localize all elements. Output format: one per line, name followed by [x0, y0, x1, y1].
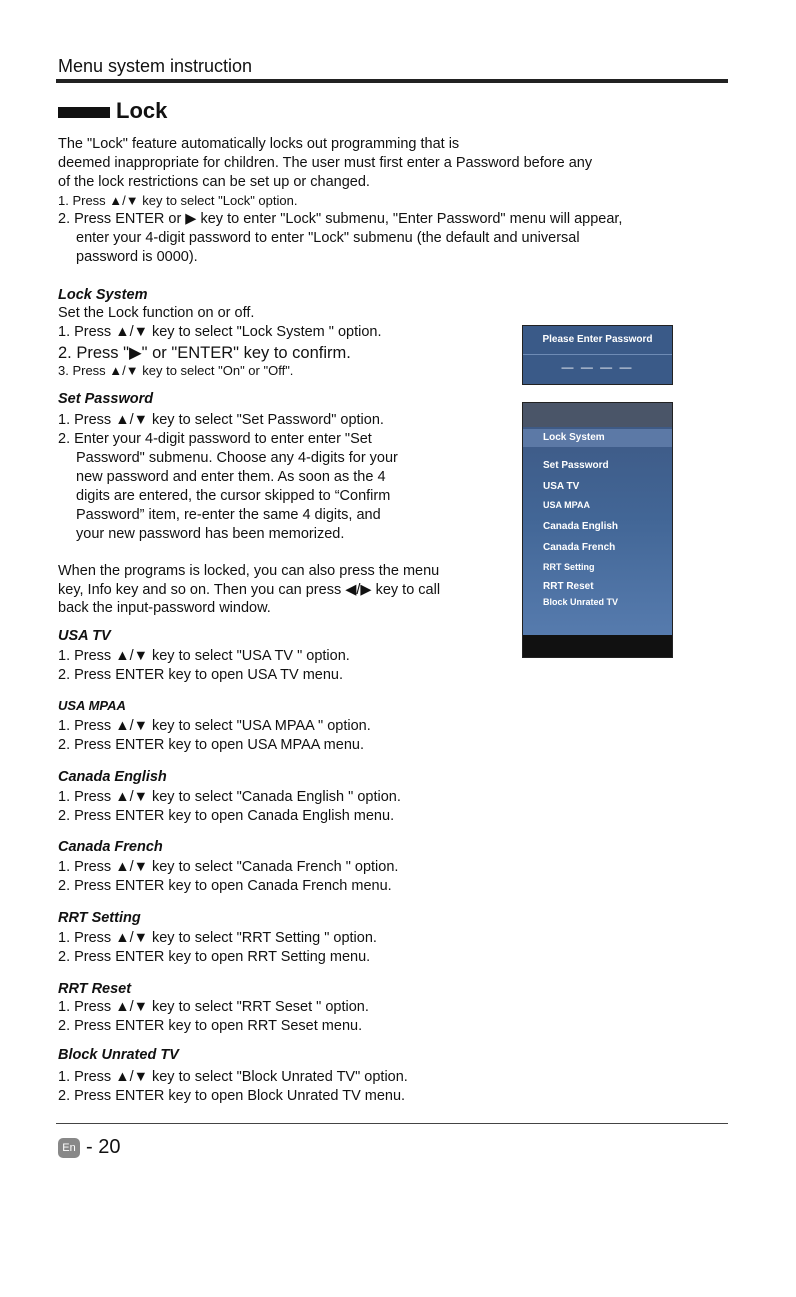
intro-line: deemed inappropriate for children. The user must first enter a Password before any	[58, 155, 593, 171]
lock-menu-item: Set Password	[543, 460, 609, 471]
intro-line: The "Lock" feature automatically locks out programming that is	[58, 136, 460, 152]
canada-french-line: 2. Press ENTER key to open Canada French menu.	[58, 878, 392, 894]
block-unrated-tv-line: 2. Press ENTER key to open Block Unrated TV menu.	[58, 1088, 406, 1104]
set-password-line: digits are entered, the cursor skipped to “Confirm	[76, 488, 391, 504]
block-unrated-tv-heading: Block Unrated TV	[58, 1047, 179, 1063]
password-screen-divider	[523, 354, 672, 355]
rrt-reset-line: 2. Press ENTER key to open RRT Seset menu.	[58, 1018, 363, 1034]
block-unrated-tv-line: 1. Press ▲/▼ key to select "Block Unrated TV" option.	[58, 1069, 408, 1085]
set-password-note: back the input-password window.	[58, 600, 271, 616]
rrt-setting-line: 2. Press ENTER key to open RRT Setting menu.	[58, 949, 371, 965]
lock-menu-item: Canada English	[543, 521, 619, 532]
lock-menu-screen	[522, 402, 673, 658]
password-screen	[522, 325, 673, 385]
usa-mpaa-line: 2. Press ENTER key to open USA MPAA menu.	[58, 737, 364, 753]
lock-menu-item: Canada French	[543, 542, 616, 553]
set-password-line: 2. Enter your 4-digit password to enter enter "Set	[58, 431, 372, 447]
canada-english-heading: Canada English	[58, 769, 167, 785]
lock-menu-item: Lock System	[543, 432, 605, 443]
usa-tv-line: 2. Press ENTER key to open USA TV menu.	[58, 667, 344, 683]
password-screen-title: Please Enter Password	[542, 334, 653, 345]
lock-menu-item: USA MPAA	[543, 500, 590, 510]
lock-system-heading: Lock System	[58, 287, 148, 303]
lock-menu-item: RRT Setting	[543, 562, 595, 572]
canada-english-line: 2. Press ENTER key to open Canada English menu.	[58, 808, 395, 824]
section-title: Lock	[116, 98, 168, 123]
set-password-note: key, Info key and so on. Then you can press ◀/▶ key to call	[58, 582, 441, 598]
lock-menu-footer	[523, 635, 672, 657]
intro-line: of the lock restrictions can be set up or changed.	[58, 174, 370, 190]
usa-mpaa-heading: USA MPAA	[58, 698, 126, 713]
rrt-setting-line: 1. Press ▲/▼ key to select "RRT Setting " option.	[58, 930, 377, 946]
language-badge: En	[58, 1138, 80, 1158]
rrt-reset-heading: RRT Reset	[58, 981, 132, 997]
lock-system-line: 1. Press ▲/▼ key to select "Lock System " option.	[58, 324, 382, 340]
canada-french-heading: Canada French	[58, 839, 163, 855]
set-password-line: new password and enter them. As soon as the 4	[76, 469, 386, 485]
usa-mpaa-line: 1. Press ▲/▼ key to select "USA MPAA " option.	[58, 718, 371, 734]
password-screen-dashes: — — — —	[561, 360, 634, 374]
intro-step: 2. Press ENTER or ▶ key to enter "Lock" submenu, "Enter Password" menu will appear,	[58, 211, 623, 227]
set-password-line: your new password has been memorized.	[76, 526, 345, 542]
header-rule	[56, 79, 728, 83]
canada-french-line: 1. Press ▲/▼ key to select "Canada French " option.	[58, 859, 399, 875]
lock-menu-item: RRT Reset	[543, 581, 594, 592]
lock-system-line: Set the Lock function on or off.	[58, 305, 255, 321]
page-header-title: Menu system instruction	[58, 56, 253, 76]
canada-english-line: 1. Press ▲/▼ key to select "Canada English " option.	[58, 789, 401, 805]
set-password-line: 1. Press ▲/▼ key to select "Set Password" option.	[58, 412, 384, 428]
lock-system-line: 3. Press ▲/▼ key to select "On" or "Off".	[58, 363, 294, 378]
section-bar	[58, 107, 110, 118]
set-password-heading: Set Password	[58, 391, 154, 407]
usa-tv-line: 1. Press ▲/▼ key to select "USA TV " option.	[58, 648, 350, 664]
lock-system-line: 2. Press "▶" or "ENTER" key to confirm.	[58, 344, 351, 362]
set-password-line: Password" submenu. Choose any 4-digits for your	[76, 450, 398, 466]
set-password-note: When the programs is locked, you can also press the menu	[58, 563, 440, 579]
rrt-reset-line: 1. Press ▲/▼ key to select "RRT Seset " option.	[58, 999, 369, 1015]
intro-step-cont: password is 0000).	[76, 249, 198, 265]
lock-menu-item: Block Unrated TV	[543, 597, 619, 605]
rrt-setting-heading: RRT Setting	[58, 910, 141, 926]
lock-menu-item: USA TV	[543, 481, 580, 492]
set-password-line: Password” item, re-enter the same 4 digits, and	[76, 507, 381, 523]
page-number: - 20	[86, 1136, 121, 1158]
footer-rule	[56, 1123, 728, 1124]
intro-step-cont: enter your 4-digit password to enter "Lock" submenu (the default and universal	[76, 230, 580, 246]
intro-step: 1. Press ▲/▼ key to select "Lock" option.	[58, 193, 298, 208]
lock-menu-header	[523, 403, 672, 427]
usa-tv-heading: USA TV	[58, 628, 111, 644]
